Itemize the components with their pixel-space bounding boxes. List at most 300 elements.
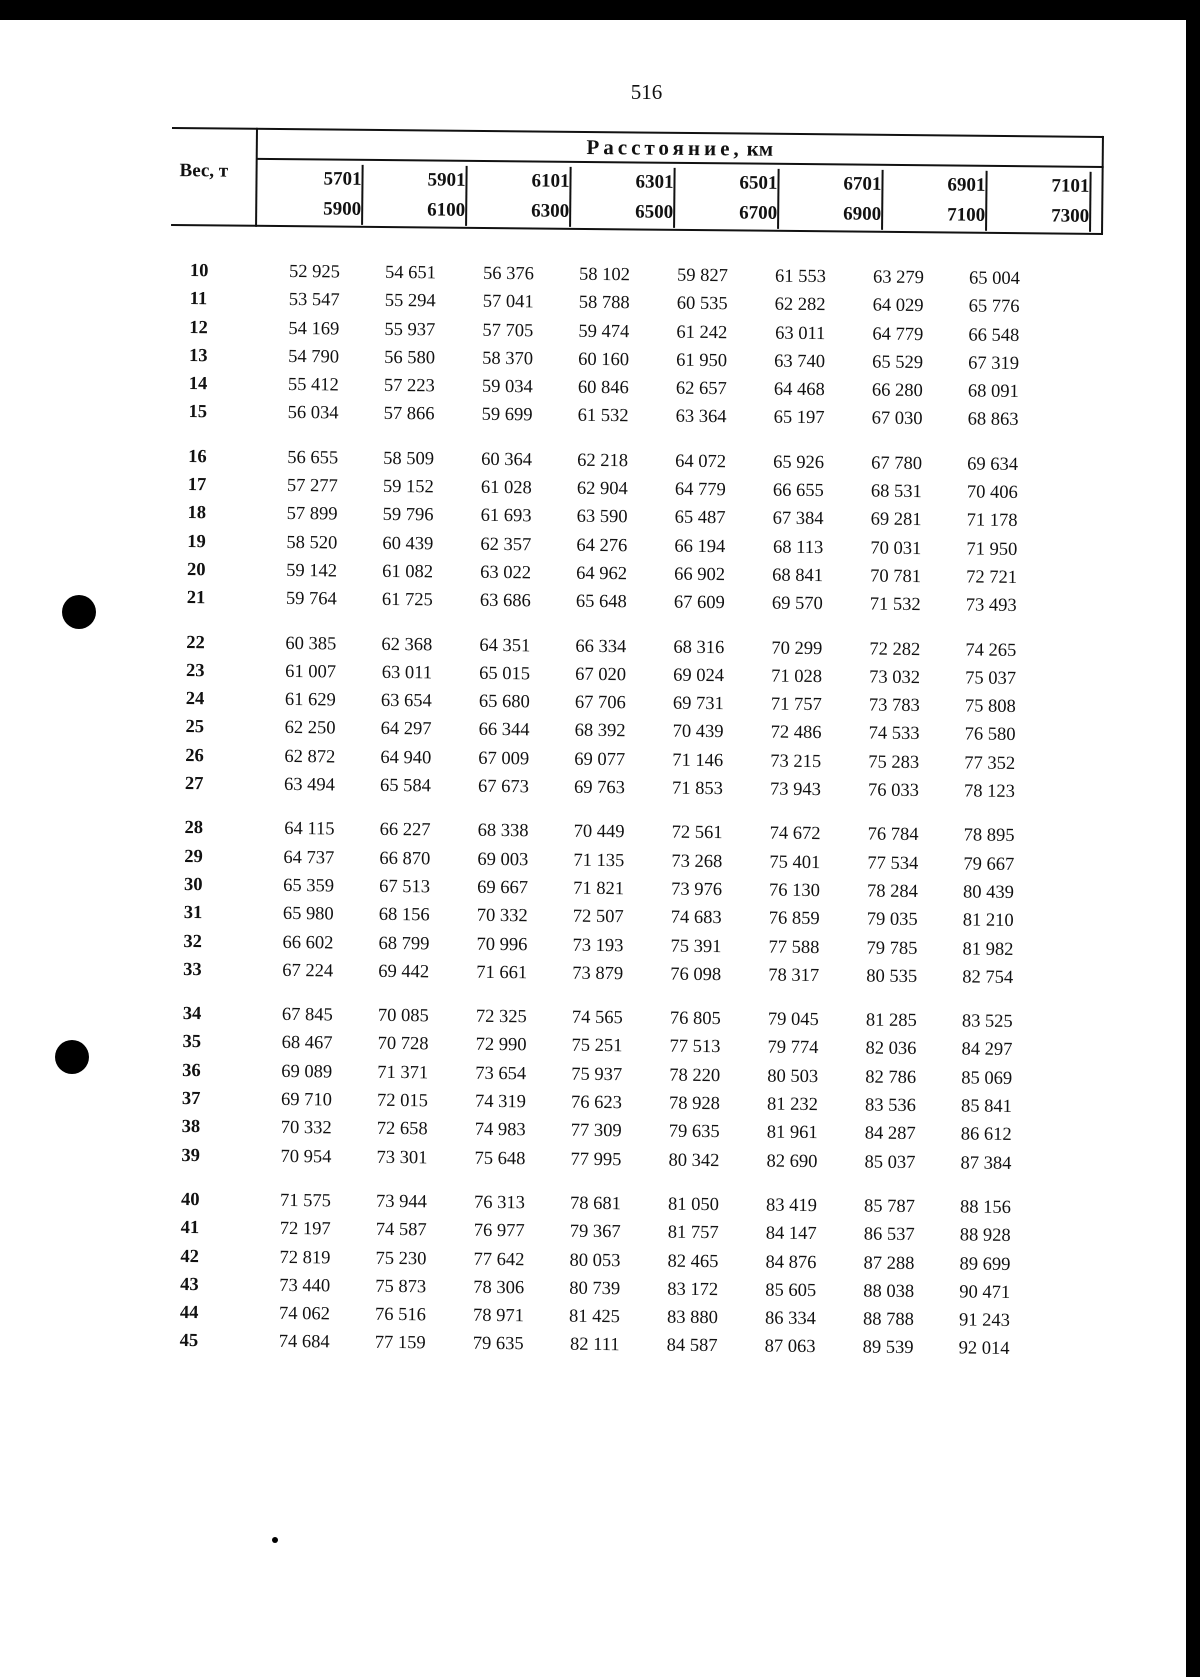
price-cell: 75 391 <box>670 936 722 957</box>
price-cell: 81 961 <box>766 1122 818 1144</box>
price-cell: 82 111 <box>569 1335 620 1356</box>
price-cell: 68 392 <box>574 721 626 742</box>
price-cell: 67 319 <box>968 353 1020 374</box>
price-cell: 54 169 <box>288 318 340 340</box>
price-cell: 73 193 <box>572 935 624 956</box>
price-cell: 60 535 <box>676 293 728 315</box>
price-cell: 64 468 <box>773 379 825 401</box>
price-cell: 81 050 <box>667 1194 720 1216</box>
price-cell: 76 313 <box>474 1192 526 1214</box>
price-cell: 88 038 <box>863 1281 915 1302</box>
price-cell: 60 385 <box>285 633 337 654</box>
range-to: 5900 <box>323 198 362 220</box>
price-cell: 63 590 <box>576 507 628 528</box>
price-cell: 87 063 <box>764 1336 816 1358</box>
row-group <box>179 1190 1101 1369</box>
range-to: 6900 <box>843 203 882 225</box>
punch-hole <box>55 1040 89 1074</box>
price-cell: 60 439 <box>382 533 434 555</box>
price-cell: 61 242 <box>676 322 728 343</box>
price-cell: 64 940 <box>380 747 432 769</box>
price-cell: 77 513 <box>669 1037 721 1058</box>
price-cell: 77 309 <box>570 1121 622 1142</box>
price-cell: 60 846 <box>577 377 629 399</box>
price-cell: 67 780 <box>871 453 923 474</box>
price-cell: 54 651 <box>384 262 436 284</box>
price-cell: 67 030 <box>871 409 923 430</box>
price-cell: 58 370 <box>482 348 534 370</box>
price-cell: 82 465 <box>667 1251 719 1272</box>
price-cell: 61 950 <box>676 350 728 372</box>
price-cell: 76 623 <box>570 1092 623 1114</box>
price-cell: 65 004 <box>968 268 1020 289</box>
price-cell: 76 977 <box>473 1220 525 1242</box>
price-cell: 85 069 <box>961 1068 1013 1089</box>
weight-cell: 39 <box>181 1145 201 1166</box>
price-cell: 88 788 <box>862 1309 914 1331</box>
price-cell: 83 419 <box>765 1195 818 1216</box>
price-cell: 79 785 <box>866 938 918 959</box>
price-cell: 70 332 <box>280 1118 332 1139</box>
price-cell: 74 672 <box>769 823 821 845</box>
distance-range-header <box>255 164 364 225</box>
price-cell: 65 487 <box>674 508 726 529</box>
price-cell: 78 317 <box>768 965 820 986</box>
price-cell: 70 406 <box>966 482 1018 504</box>
price-cell: 61 693 <box>480 506 532 527</box>
price-cell: 84 297 <box>961 1039 1013 1061</box>
price-cell: 67 609 <box>673 592 725 614</box>
price-cell: 73 032 <box>869 667 921 688</box>
price-cell: 62 872 <box>284 746 336 768</box>
price-cell: 70 439 <box>672 722 724 743</box>
price-cell: 74 265 <box>965 640 1017 661</box>
price-cell: 77 995 <box>570 1149 622 1170</box>
price-cell: 65 197 <box>773 408 825 429</box>
price-cell: 71 371 <box>377 1062 429 1084</box>
price-cell: 87 288 <box>863 1253 915 1274</box>
price-cell: 59 152 <box>382 476 434 498</box>
price-cell: 85 787 <box>863 1196 916 1217</box>
price-cell: 69 003 <box>477 849 529 870</box>
price-cell: 79 045 <box>767 1009 819 1031</box>
price-cell: 57 277 <box>286 476 338 497</box>
price-cell: 55 294 <box>384 291 436 312</box>
price-cell: 78 284 <box>867 881 919 902</box>
price-cell: 63 494 <box>284 774 336 796</box>
price-cell: 67 513 <box>379 876 431 898</box>
price-cell: 67 224 <box>282 960 334 982</box>
price-cell: 82 036 <box>865 1038 917 1060</box>
price-cell: 85 841 <box>960 1096 1013 1117</box>
price-cell: 66 194 <box>674 536 726 557</box>
price-cell: 73 493 <box>965 595 1017 617</box>
price-cell: 72 507 <box>572 906 624 928</box>
weight-cell: 16 <box>188 446 207 467</box>
price-cell: 72 015 <box>376 1090 429 1112</box>
price-cell: 62 357 <box>480 534 532 555</box>
price-cell: 67 845 <box>281 1005 333 1026</box>
price-cell: 71 757 <box>770 694 822 716</box>
price-cell: 82 786 <box>865 1067 917 1088</box>
price-cell: 72 721 <box>966 567 1018 588</box>
price-cell: 64 962 <box>576 563 628 585</box>
price-cell: 74 587 <box>375 1220 427 1241</box>
price-cell: 69 281 <box>870 509 922 531</box>
weight-cell: 35 <box>182 1032 202 1053</box>
price-cell: 78 220 <box>669 1065 721 1086</box>
range-to: 7100 <box>947 204 986 226</box>
price-cell: 62 657 <box>675 378 727 400</box>
price-cell: 80 739 <box>569 1278 621 1299</box>
price-cell: 80 342 <box>668 1150 720 1171</box>
price-cell: 74 683 <box>670 907 722 929</box>
price-cell: 72 197 <box>279 1219 331 1240</box>
price-cell: 79 035 <box>866 909 918 931</box>
weight-cell: 44 <box>179 1303 199 1324</box>
price-cell: 64 276 <box>576 535 628 556</box>
rate-table-body <box>179 261 1110 1368</box>
distance-range-header <box>671 168 780 229</box>
price-cell: 68 113 <box>772 537 824 558</box>
range-to: 6500 <box>635 201 674 223</box>
price-cell: 83 525 <box>961 1011 1013 1033</box>
price-cell: 61 553 <box>774 266 826 288</box>
price-cell: 58 102 <box>578 264 630 286</box>
price-cell: 65 648 <box>575 591 627 613</box>
price-cell: 70 728 <box>377 1034 429 1055</box>
price-cell: 60 364 <box>481 449 533 471</box>
price-cell: 83 880 <box>666 1307 718 1329</box>
price-cell: 59 142 <box>286 560 338 582</box>
price-cell: 83 536 <box>864 1095 917 1117</box>
price-cell: 55 937 <box>384 319 436 340</box>
weight-cell: 21 <box>186 588 206 609</box>
price-cell: 69 710 <box>280 1089 333 1111</box>
price-cell: 72 325 <box>475 1006 527 1028</box>
distance-range-header <box>359 165 468 226</box>
price-cell: 62 368 <box>381 634 433 655</box>
weight-cell: 24 <box>185 689 205 710</box>
price-cell: 65 015 <box>479 663 531 685</box>
price-cell: 80 503 <box>767 1066 819 1087</box>
price-cell: 53 547 <box>288 290 340 311</box>
price-cell: 63 011 <box>775 323 826 344</box>
price-cell: 66 548 <box>968 325 1020 346</box>
price-cell: 75 283 <box>868 752 920 773</box>
weight-cell: 17 <box>187 475 207 496</box>
range-to: 6700 <box>739 202 778 224</box>
range-from: 6701 <box>843 173 882 195</box>
table-header <box>171 127 1104 235</box>
price-cell: 64 779 <box>674 479 726 501</box>
punch-hole <box>62 595 96 629</box>
price-cell: 72 819 <box>279 1247 331 1268</box>
price-cell: 75 873 <box>375 1276 427 1298</box>
price-cell: 80 535 <box>866 966 918 987</box>
weight-cell: 20 <box>186 559 206 581</box>
price-cell: 90 471 <box>959 1282 1011 1303</box>
price-cell: 67 384 <box>772 508 824 530</box>
price-cell: 71 028 <box>771 666 823 687</box>
price-cell: 81 982 <box>962 938 1014 960</box>
weight-cell: 36 <box>182 1060 201 1081</box>
price-cell: 58 509 <box>383 448 435 470</box>
weight-cell: 40 <box>180 1189 200 1211</box>
price-cell: 79 667 <box>963 854 1015 875</box>
price-cell: 71 661 <box>476 962 528 984</box>
range-from: 6301 <box>635 171 674 193</box>
weight-cell: 25 <box>185 717 205 738</box>
price-cell: 73 215 <box>770 751 822 772</box>
price-cell: 76 516 <box>374 1304 426 1326</box>
scanned-page <box>0 20 1186 1677</box>
price-cell: 69 024 <box>673 665 725 687</box>
weight-cell: 18 <box>187 503 207 524</box>
price-cell: 59 474 <box>578 321 630 342</box>
price-cell: 76 580 <box>964 724 1016 746</box>
price-cell: 67 020 <box>575 664 627 686</box>
price-cell: 62 282 <box>774 294 826 316</box>
price-cell: 73 440 <box>279 1275 331 1297</box>
price-cell: 84 147 <box>765 1223 817 1245</box>
price-cell: 71 532 <box>869 594 921 616</box>
price-cell: 61 082 <box>382 561 434 583</box>
price-cell: 66 227 <box>379 820 431 841</box>
range-from: 7101 <box>1051 175 1090 197</box>
price-cell: 57 705 <box>482 320 534 341</box>
weight-cell: 41 <box>180 1218 200 1239</box>
price-cell: 72 561 <box>671 822 723 844</box>
price-cell: 74 565 <box>571 1007 623 1029</box>
price-cell: 80 053 <box>569 1250 621 1271</box>
price-cell: 61 007 <box>285 661 337 683</box>
price-cell: 77 642 <box>473 1249 525 1270</box>
price-cell: 71 178 <box>966 510 1018 532</box>
price-cell: 54 790 <box>288 346 340 368</box>
price-cell: 76 098 <box>670 964 722 985</box>
range-from: 6101 <box>531 170 570 192</box>
price-cell: 77 534 <box>867 853 919 874</box>
weight-cell: 30 <box>183 874 203 896</box>
price-cell: 57 899 <box>286 504 338 525</box>
weight-cell: 42 <box>180 1246 200 1267</box>
price-cell: 75 401 <box>769 852 821 873</box>
price-cell: 81 757 <box>667 1222 719 1244</box>
price-cell: 75 251 <box>571 1036 623 1057</box>
price-cell: 59 699 <box>481 405 533 426</box>
price-cell: 56 034 <box>287 403 339 424</box>
price-cell: 84 587 <box>666 1336 718 1357</box>
price-cell: 59 034 <box>481 376 533 398</box>
price-cell: 63 686 <box>479 591 531 612</box>
price-cell: 69 731 <box>672 693 724 715</box>
price-cell: 73 783 <box>868 695 920 717</box>
price-cell: 89 539 <box>862 1337 914 1359</box>
price-cell: 69 667 <box>477 877 529 899</box>
price-cell: 82 690 <box>766 1151 818 1172</box>
price-cell: 63 022 <box>480 562 532 584</box>
price-cell: 62 904 <box>576 478 628 500</box>
price-cell: 64 072 <box>675 451 727 472</box>
price-cell: 84 876 <box>765 1252 817 1273</box>
distance-range-header <box>983 171 1092 232</box>
price-cell: 63 740 <box>774 351 826 372</box>
price-cell: 66 655 <box>772 480 824 502</box>
weight-cell: 26 <box>185 745 204 766</box>
price-cell: 76 130 <box>769 880 821 902</box>
price-cell: 76 033 <box>867 780 920 802</box>
price-cell: 58 788 <box>578 293 630 314</box>
price-cell: 64 351 <box>479 635 531 656</box>
price-cell: 58 520 <box>286 532 338 554</box>
price-cell: 71 575 <box>280 1190 332 1212</box>
price-cell: 76 859 <box>768 908 820 930</box>
price-cell: 67 673 <box>477 776 530 798</box>
row-group <box>187 447 1109 626</box>
price-cell: 75 648 <box>474 1148 526 1169</box>
price-cell: 81 285 <box>865 1010 917 1032</box>
price-cell: 60 160 <box>578 349 630 371</box>
range-to: 6100 <box>427 199 466 221</box>
price-cell: 76 784 <box>867 824 919 846</box>
weight-cell: 11 <box>189 289 208 310</box>
distance-range-header <box>775 169 884 230</box>
price-cell: 69 634 <box>967 454 1019 475</box>
weight-cell: 14 <box>188 374 208 395</box>
price-cell: 78 306 <box>473 1277 525 1299</box>
weight-header: Вес, т <box>179 160 229 182</box>
weight-cell: 28 <box>184 818 204 839</box>
price-cell: 66 334 <box>575 636 627 657</box>
price-cell: 78 681 <box>569 1193 622 1215</box>
price-cell: 75 808 <box>964 696 1016 718</box>
price-cell: 71 853 <box>671 778 724 800</box>
weight-cell: 31 <box>183 903 203 924</box>
price-cell: 70 954 <box>280 1146 332 1168</box>
price-cell: 65 359 <box>283 875 335 897</box>
price-cell: 79 367 <box>569 1221 621 1243</box>
weight-cell: 29 <box>184 846 203 867</box>
price-cell: 56 580 <box>384 347 436 369</box>
price-cell: 70 299 <box>771 638 823 659</box>
distance-range-header <box>879 170 988 231</box>
price-cell: 70 085 <box>377 1005 429 1027</box>
row-group <box>188 261 1110 440</box>
price-cell: 65 980 <box>282 904 334 925</box>
weight-cell: 22 <box>186 632 205 653</box>
price-cell: 85 605 <box>765 1280 817 1301</box>
price-cell: 59 827 <box>676 265 728 287</box>
price-cell: 89 699 <box>959 1253 1011 1275</box>
price-cell: 64 297 <box>380 719 432 740</box>
weight-cell: 19 <box>187 531 206 552</box>
price-cell: 57 041 <box>482 292 534 313</box>
price-cell: 73 654 <box>475 1063 527 1084</box>
price-cell: 79 635 <box>472 1334 524 1355</box>
price-cell: 88 156 <box>959 1197 1012 1218</box>
price-cell: 73 879 <box>572 963 624 985</box>
price-cell: 65 926 <box>773 452 825 473</box>
price-cell: 69 089 <box>281 1061 333 1083</box>
price-cell: 63 011 <box>381 662 433 684</box>
row-group <box>181 1004 1103 1183</box>
price-cell: 72 658 <box>376 1119 428 1140</box>
range-from: 5901 <box>427 169 466 191</box>
price-cell: 85 037 <box>864 1152 916 1173</box>
price-cell: 67 706 <box>574 692 626 714</box>
price-cell: 61 028 <box>480 477 532 499</box>
price-cell: 82 754 <box>962 967 1014 988</box>
price-cell: 64 737 <box>283 847 335 869</box>
price-cell: 70 332 <box>476 906 528 927</box>
weight-cell: 32 <box>183 931 203 952</box>
price-cell: 81 232 <box>766 1094 819 1116</box>
weight-cell: 45 <box>179 1331 199 1352</box>
price-cell: 62 218 <box>577 450 629 471</box>
price-cell: 66 344 <box>478 720 530 741</box>
price-cell: 69 442 <box>378 961 430 983</box>
price-cell: 75 230 <box>375 1248 427 1269</box>
price-cell: 73 976 <box>671 879 723 901</box>
price-cell: 77 588 <box>768 937 820 958</box>
price-cell: 69 763 <box>573 777 626 799</box>
distance-range-header <box>567 167 676 228</box>
weight-cell: 13 <box>188 345 208 367</box>
distance-unit: км <box>746 136 774 161</box>
distance-header-text: Расстояние, <box>586 134 743 161</box>
price-cell: 70 996 <box>476 934 528 955</box>
price-cell: 61 532 <box>577 406 629 427</box>
price-cell: 73 268 <box>671 851 723 872</box>
price-cell: 75 037 <box>965 668 1017 689</box>
speck <box>272 1537 278 1543</box>
price-cell: 86 612 <box>960 1124 1012 1146</box>
weight-cell: 23 <box>185 660 205 682</box>
price-cell: 81 210 <box>962 910 1014 932</box>
price-cell: 57 223 <box>383 376 435 397</box>
price-cell: 74 684 <box>278 1332 330 1353</box>
price-cell: 59 796 <box>382 505 434 526</box>
price-cell: 68 156 <box>378 905 430 926</box>
weight-cell: 27 <box>184 774 204 795</box>
price-cell: 68 841 <box>772 565 824 587</box>
price-cell: 66 870 <box>379 848 431 869</box>
price-cell: 56 655 <box>287 447 339 469</box>
price-cell: 74 533 <box>868 723 920 745</box>
price-cell: 74 983 <box>474 1120 526 1141</box>
price-cell: 66 280 <box>871 380 923 402</box>
price-cell: 78 928 <box>668 1093 721 1115</box>
price-cell: 68 338 <box>477 821 529 842</box>
price-cell: 92 014 <box>958 1338 1010 1360</box>
price-cell: 63 364 <box>675 407 727 428</box>
price-cell: 78 123 <box>963 781 1016 802</box>
price-cell: 84 287 <box>864 1123 916 1145</box>
price-cell: 65 776 <box>968 296 1020 318</box>
row-group <box>185 633 1107 812</box>
price-cell: 70 781 <box>870 566 922 587</box>
price-cell: 62 250 <box>284 718 336 739</box>
price-cell: 65 529 <box>872 352 924 373</box>
price-cell: 86 537 <box>863 1224 915 1246</box>
price-cell: 57 866 <box>383 404 435 425</box>
price-cell: 64 779 <box>872 324 924 345</box>
price-cell: 63 279 <box>872 267 924 289</box>
price-cell: 71 950 <box>966 539 1018 560</box>
price-cell: 65 680 <box>478 691 530 713</box>
weight-cell: 43 <box>180 1274 199 1295</box>
